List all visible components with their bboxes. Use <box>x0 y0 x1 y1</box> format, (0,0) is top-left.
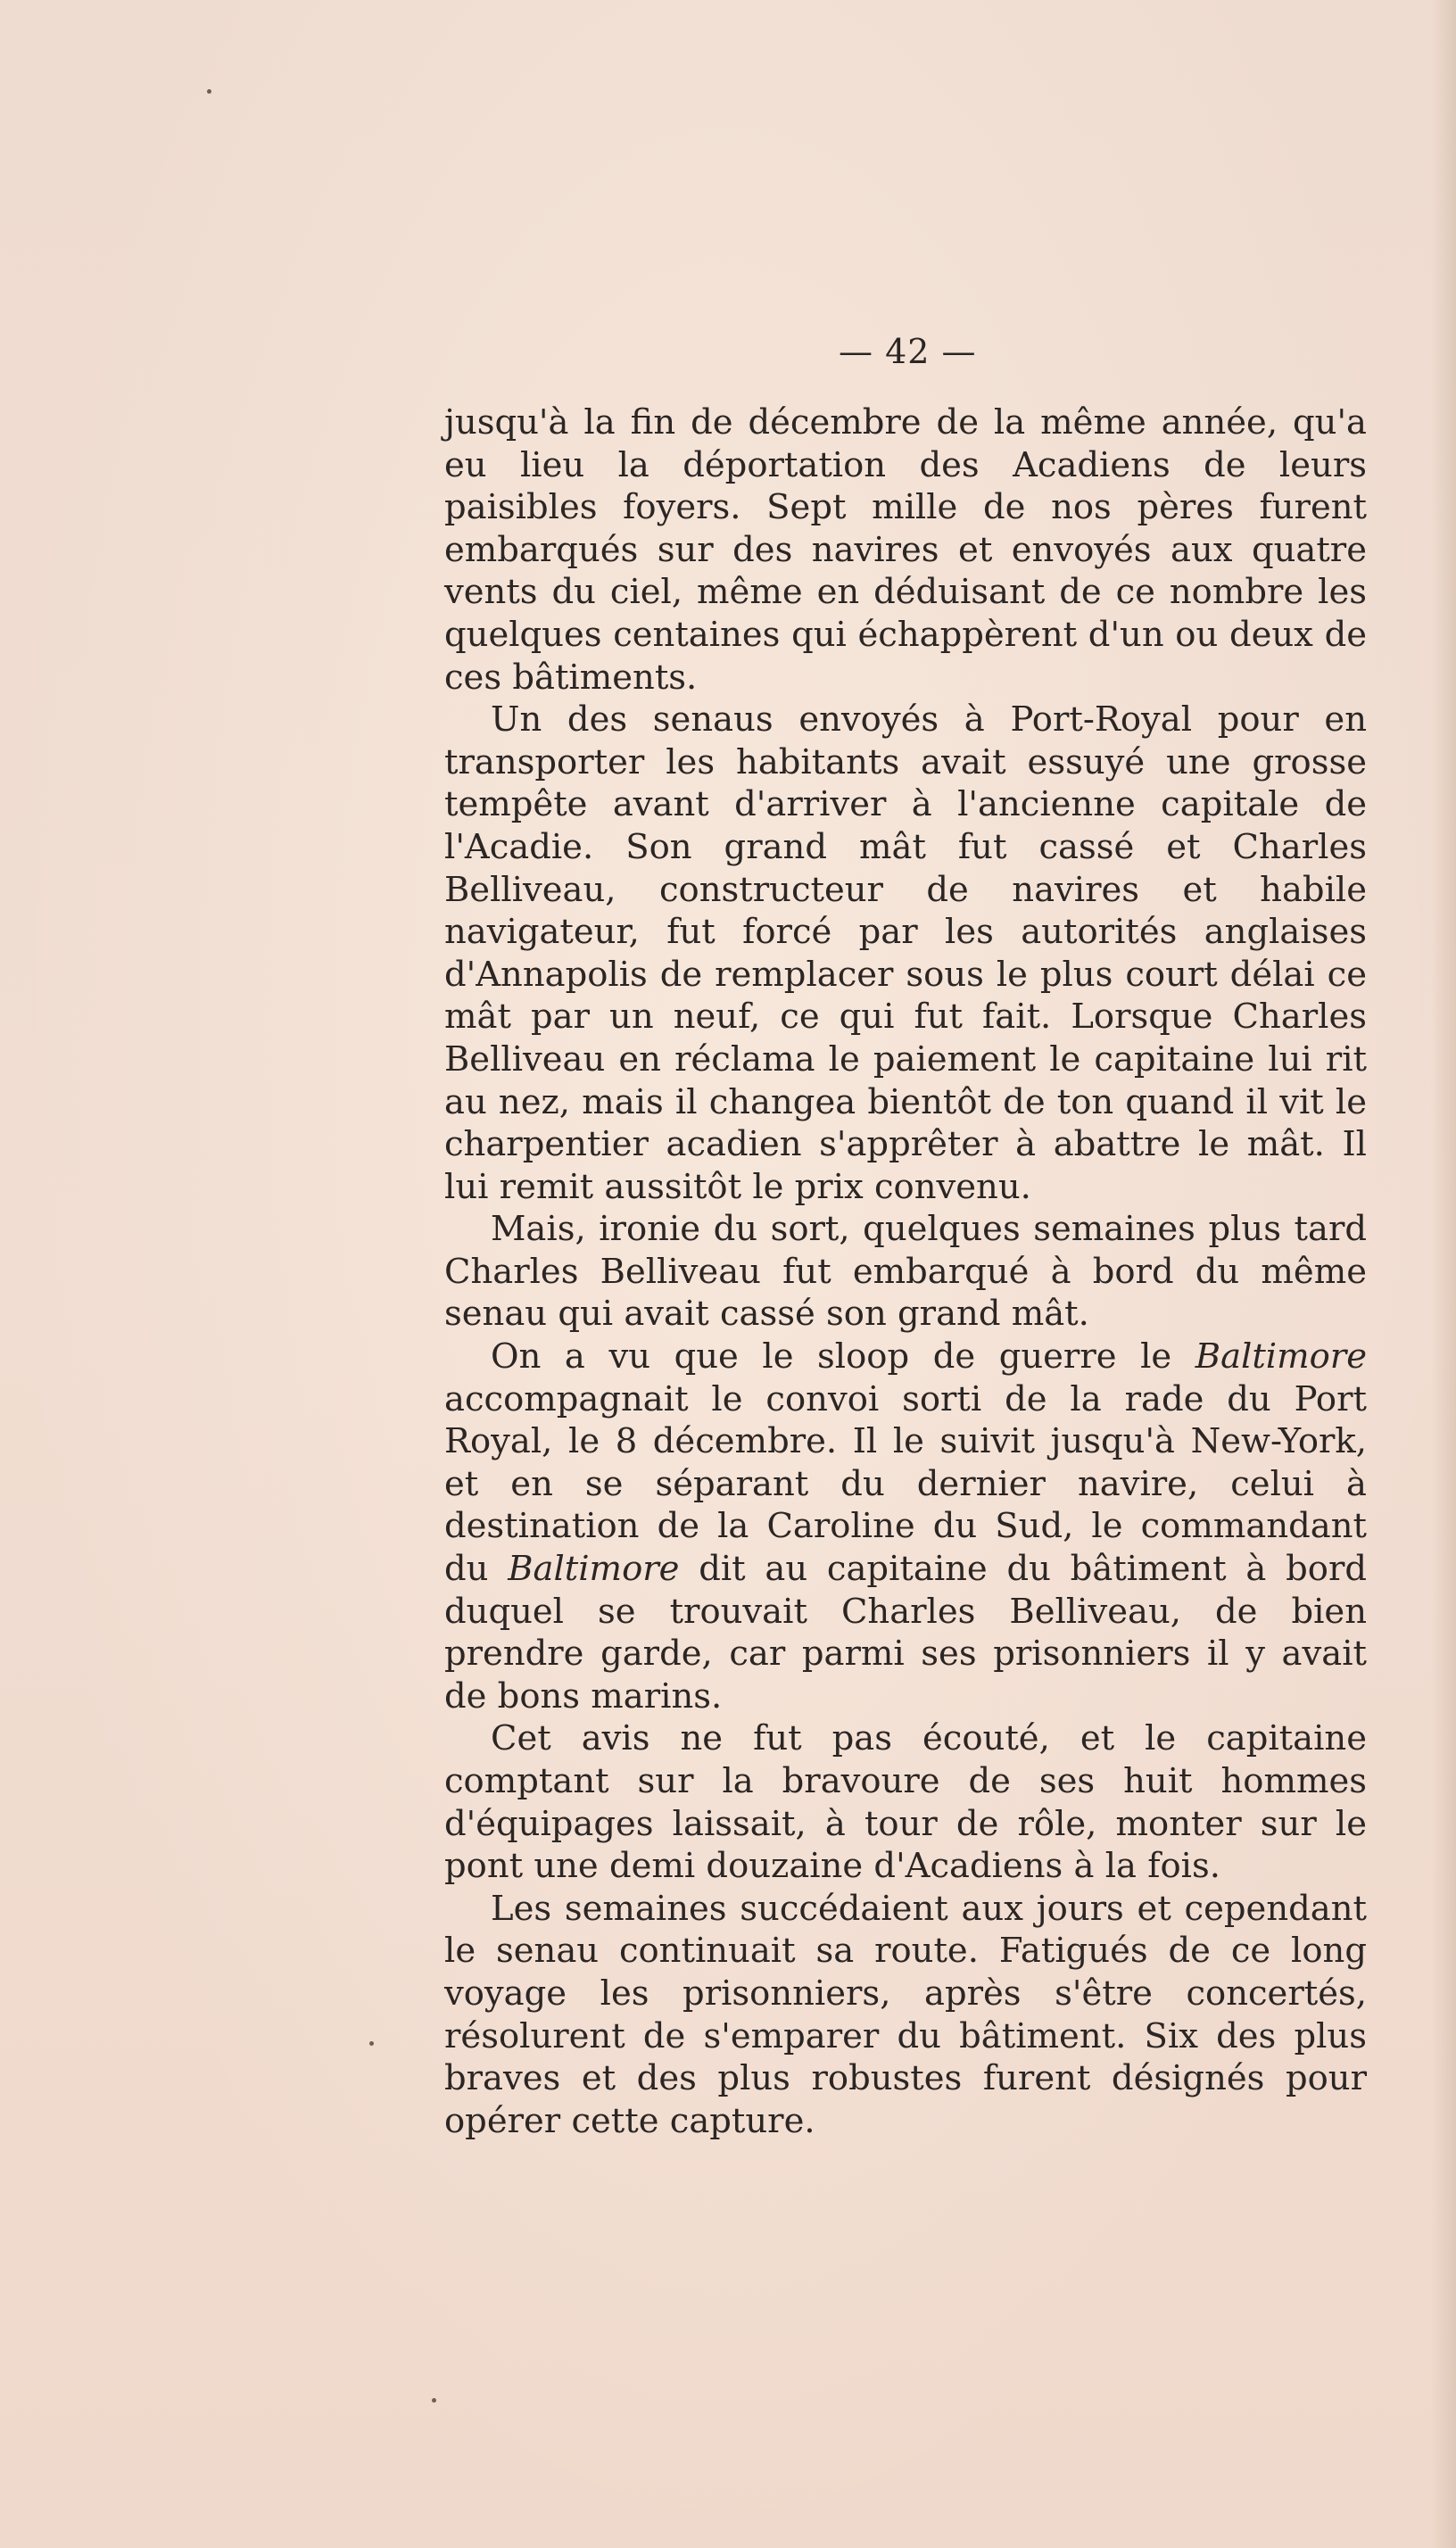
paragraph-text: On a vu que le sloop de guerre le <box>491 1336 1195 1377</box>
paragraph: jusqu'à la fin de décembre de la même année, qu'a eu lieu la déportation des Acadiens de leurs paisibles foyers. Sept mille de nos pères furent embarqués sur des navires et envoyés aux quatre vents du ciel, même en déduisant de ce nombre les quelques centaines qui échappèrent d'un ou deux de ces bâtiments. <box>444 402 1367 698</box>
page-number: — 42 — <box>839 332 977 371</box>
ink-speck <box>432 2398 436 2403</box>
paragraph-text: accompagnait le convoi sorti de la rade du Port Royal, le 8 décembre. Il le suivit jusqu'à New-York, et en se séparant du dernier navire, celui à destination de la Caroline du Sud, le commandant du <box>444 1378 1367 1590</box>
page-edge-shadow <box>1431 0 1456 2548</box>
ink-speck <box>207 89 211 94</box>
paragraph-text: dit au capitaine du bâtiment à bord duquel se trouvait Charles Belliveau, de bien prendre garde, car parmi ses prisonniers il y avait de bons marins. <box>444 1549 1367 1717</box>
ink-speck <box>369 2041 374 2046</box>
ship-name: Baltimore <box>508 1549 680 1590</box>
body-text <box>444 401 1367 2142</box>
paragraph: Mais, ironie du sort, quelques semaines plus tard Charles Belliveau fut embarqué à bord du même senau qui avait cassé son grand mât. <box>444 1209 1367 1335</box>
paragraph: Les semaines succédaient aux jours et cependant le senau continuait sa route. Fatigués de ce long voyage les prisonniers, après s'être concertés, résolurent de s'emparer du bâtiment. Six des plus braves et des plus robustes furent désignés pour opérer cette capture. <box>444 1888 1367 2141</box>
paragraph <box>444 1336 1367 1717</box>
ship-name: Baltimore <box>1195 1336 1367 1377</box>
paragraph: Un des senaus envoyés à Port-Royal pour en transporter les habitants avait essuyé une grosse tempête avant d'arriver à l'ancienne capitale de l'Acadie. Son grand mât fut cassé et Charles Belliveau, constructeur de navires et habile navigateur, fut forcé par les autorités anglaises d'Annapolis de remplacer sous le plus court délai ce mât par un neuf, ce qui fut fait. Lorsque Charles Belliveau en réclama le paiement le capitaine lui rit au nez, mais il changea bientôt de ton quand il vit le charpentier acadien s'apprêter à abattre le mât. Il lui remit aussitôt le prix convenu. <box>444 699 1367 1207</box>
paragraph: Cet avis ne fut pas écouté, et le capitaine comptant sur la bravoure de ses huit hommes d'équipages laissait, à tour de rôle, monter sur le pont une demi douzaine d'Acadiens à la fois. <box>444 1718 1367 1887</box>
